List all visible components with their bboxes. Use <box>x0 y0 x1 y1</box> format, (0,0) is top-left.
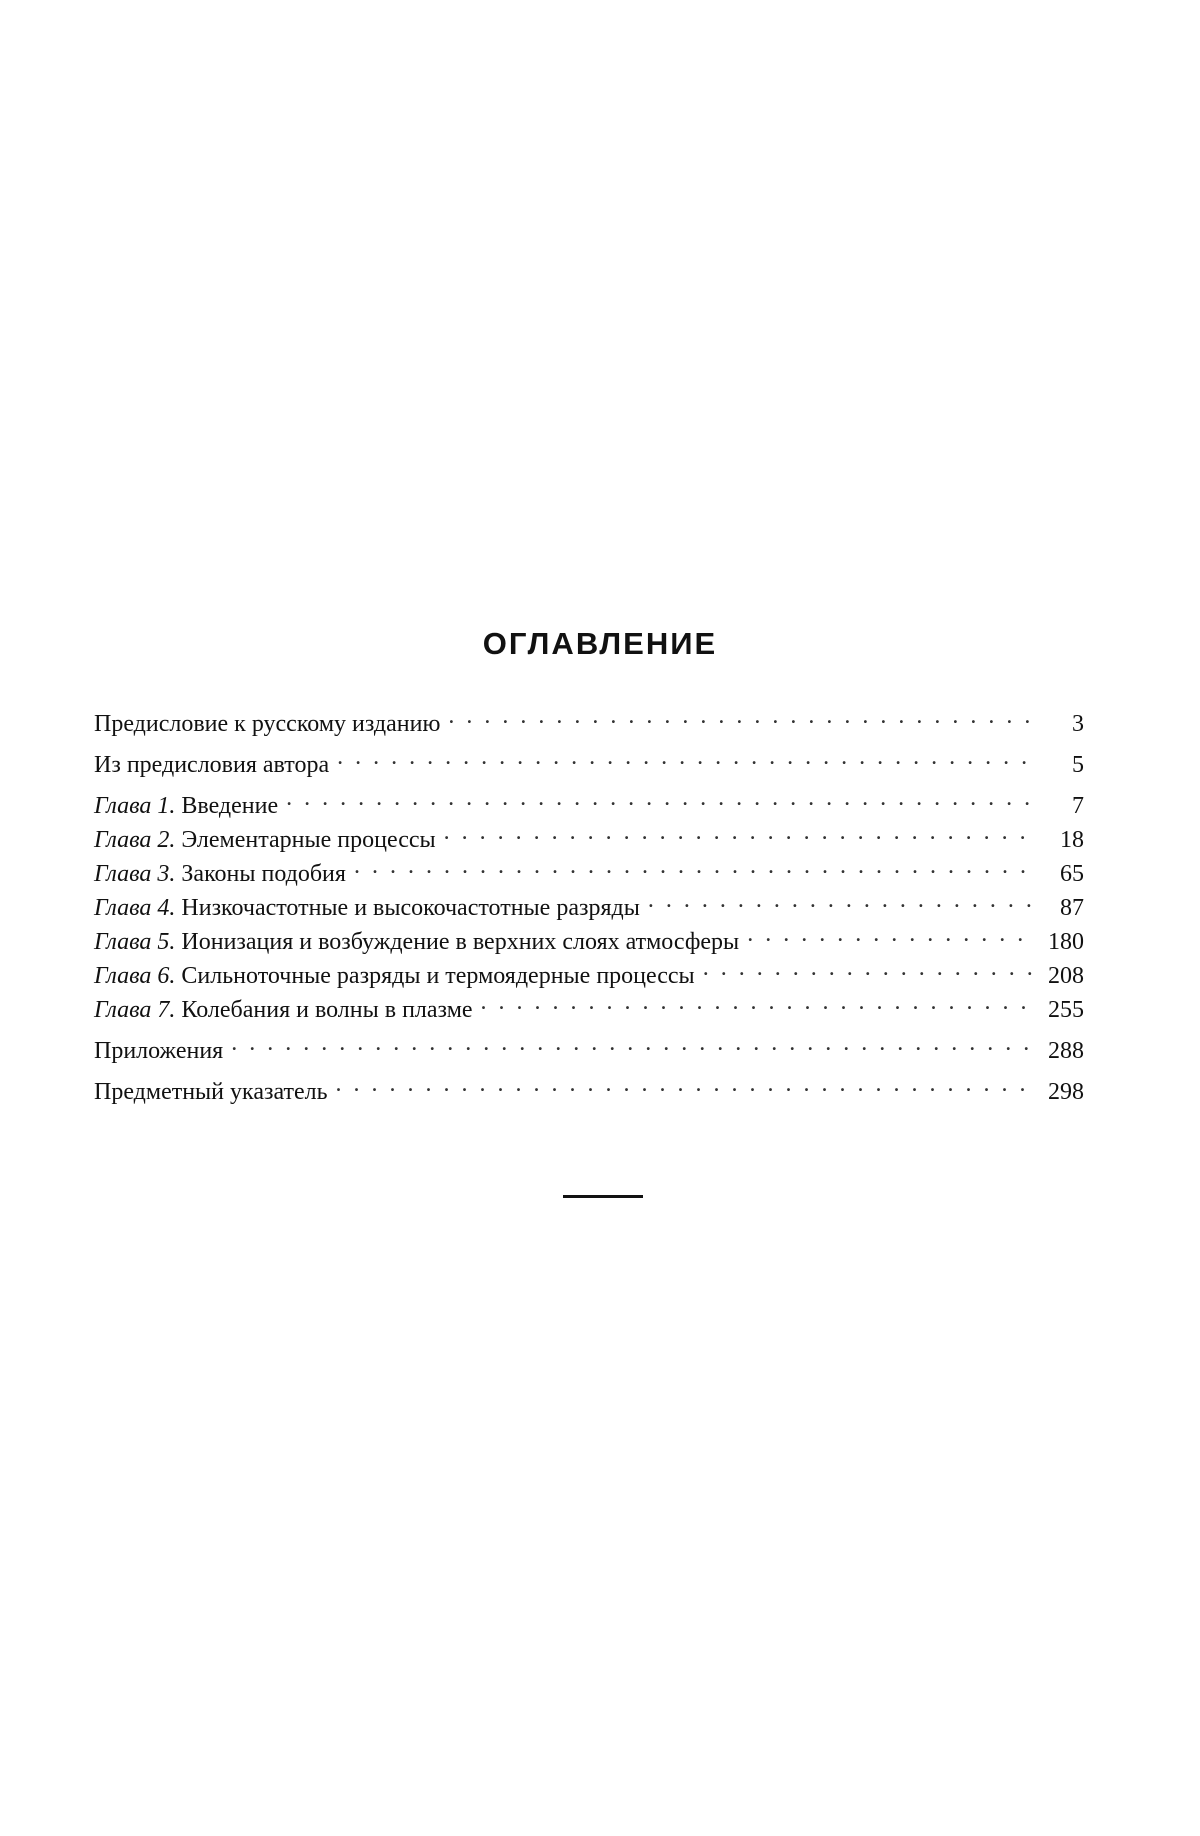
toc-entry <box>94 1028 1084 1064</box>
toc-entry-label: Сильноточные разряды и термоядерные процессы <box>181 963 695 989</box>
toc-entry <box>94 742 1084 778</box>
toc-entry <box>94 987 1084 1023</box>
dot-leader <box>286 783 1036 813</box>
chapter-prefix: Глава 6. <box>94 963 176 989</box>
toc-entry-label: Введение <box>181 793 279 819</box>
chapter-prefix: Глава 2. <box>94 827 176 853</box>
toc-entry <box>94 783 1084 819</box>
toc-page-number: 65 <box>1060 861 1084 887</box>
toc-entry-label: Приложения <box>94 1038 224 1064</box>
dot-leader <box>648 885 1036 915</box>
dot-leader <box>703 953 1036 983</box>
dot-leader <box>448 701 1036 731</box>
toc-entry-label: Предисловие к русскому изданию <box>94 711 441 737</box>
chapter-prefix: Глава 7. <box>94 997 176 1023</box>
dot-leader <box>336 1069 1036 1099</box>
toc-entry <box>94 1069 1084 1105</box>
toc-entry <box>94 817 1084 853</box>
toc-page-number: 298 <box>1048 1079 1084 1105</box>
toc-entry <box>94 953 1084 989</box>
toc-entry <box>94 701 1084 737</box>
toc-page-number: 180 <box>1048 929 1084 955</box>
toc-entry-label: Законы подобия <box>181 861 346 887</box>
dot-leader <box>747 919 1036 949</box>
toc-entry-label: Ионизация и возбуждение в верхних слоях атмосферы <box>181 929 740 955</box>
dot-leader <box>231 1028 1036 1058</box>
dot-leader <box>444 817 1036 847</box>
toc-page-number: 87 <box>1060 895 1084 921</box>
dot-leader <box>354 851 1036 881</box>
toc-page-number: 7 <box>1072 793 1084 819</box>
chapter-prefix: Глава 4. <box>94 895 176 921</box>
toc-entry <box>94 885 1084 921</box>
toc-entry-label: Элементарные процессы <box>181 827 436 853</box>
chapter-prefix: Глава 5. <box>94 929 176 955</box>
toc-page-number: 18 <box>1060 827 1084 853</box>
table-of-contents <box>94 0 1084 1836</box>
chapter-prefix: Глава 1. <box>94 793 176 819</box>
toc-entry <box>94 919 1084 955</box>
dot-leader <box>337 742 1036 772</box>
toc-page-number: 208 <box>1048 963 1084 989</box>
toc-entry-label: Из предисловия автора <box>94 752 330 778</box>
toc-entry-label: Колебания и волны в плазме <box>181 997 473 1023</box>
toc-page-number: 288 <box>1048 1038 1084 1064</box>
toc-entry <box>94 851 1084 887</box>
toc-page-number: 255 <box>1048 997 1084 1023</box>
toc-page-number: 5 <box>1072 752 1084 778</box>
section-divider <box>563 1195 643 1198</box>
toc-entry-label: Предметный указатель <box>94 1079 328 1105</box>
toc-page-number: 3 <box>1072 711 1084 737</box>
dot-leader <box>481 987 1036 1017</box>
toc-entry-title <box>94 995 473 1025</box>
toc-entry-label: Низкочастотные и высокочастотные разряды <box>181 895 640 921</box>
toc-title: ОГЛАВЛЕНИЕ <box>482 626 718 661</box>
chapter-prefix: Глава 3. <box>94 861 176 887</box>
